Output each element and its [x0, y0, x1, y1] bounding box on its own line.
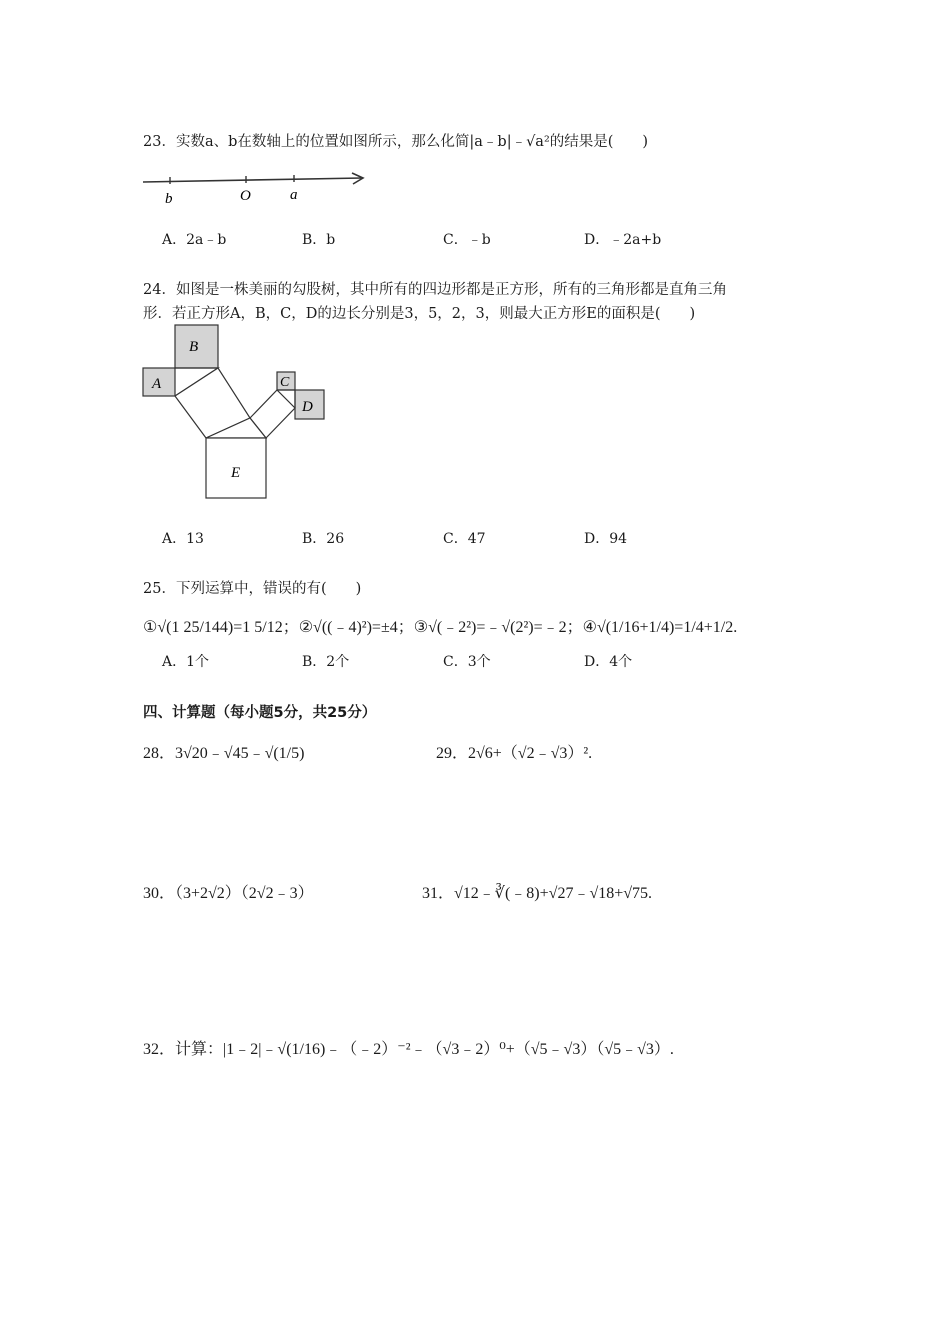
q23-stem: 23．实数a、b在数轴上的位置如图所示，那么化简|a﹣b|﹣√a²的结果是( ) [143, 134, 649, 150]
problem-28: 28．3√20﹣√45﹣√(1/5) [143, 745, 305, 762]
q25-option-c: C．3个 [443, 654, 491, 670]
q25-stem: 25．下列运算中，错误的有( ) [143, 581, 362, 597]
q24-option-a: A．13 [162, 531, 204, 547]
q23-option-b: B．b [302, 232, 336, 248]
q23-option-a: A．2a﹣b [162, 232, 227, 248]
label-d: D [302, 399, 313, 415]
axis-label-o: O [240, 188, 251, 204]
axis-label-b: b [165, 191, 173, 207]
q23-option-d: D．﹣2a+b [584, 232, 662, 248]
q25-option-d: D．4个 [584, 654, 633, 670]
q24-stem-line1: 24．如图是一株美丽的勾股树，其中所有的四边形都是正方形，所有的三角形都是直角三角 [143, 282, 727, 298]
problem-31: 31．√12﹣∛(﹣8)+√27﹣√18+√75. [422, 885, 653, 902]
q25-items: ①√(1 25/144)=1 5/12；②√((﹣4)²)=±4；③√(﹣2²)=﹣√(2²)=﹣2；④√(1/16+1/4)=1/4+1/2. [143, 619, 738, 636]
number-line [143, 178, 362, 182]
section-heading: 四、计算题（每小题5分，共25分） [143, 705, 377, 721]
problem-29: 29．2√6+（√2﹣√3）². [436, 745, 593, 762]
label-e: E [231, 465, 241, 481]
q24-stem-line2: 形．若正方形A，B，C，D的边长分别是3，5，2，3，则最大正方形E的面积是( ) [143, 306, 696, 322]
q24-option-c: C．47 [443, 531, 486, 547]
q25-option-a: A．1个 [162, 654, 210, 670]
q23-option-c: C．﹣b [443, 232, 491, 248]
axis-label-a: a [290, 187, 298, 203]
label-a: A [152, 376, 162, 392]
problem-32: 32．计算：|1﹣2|﹣√(1/16)﹣（﹣2）⁻²﹣（√3﹣2）⁰+（√5﹣√3）（√5﹣√3）. [143, 1041, 674, 1058]
label-b: B [189, 339, 199, 355]
q24-option-b: B．26 [302, 531, 345, 547]
problem-30: 30．（3+2√2）（2√2﹣3） [143, 885, 314, 902]
label-c: C [280, 375, 290, 390]
number-line-figure [140, 170, 370, 210]
q24-option-d: D．94 [584, 531, 628, 547]
q25-option-b: B．2个 [302, 654, 350, 670]
pythagoras-tree-figure [140, 322, 330, 504]
